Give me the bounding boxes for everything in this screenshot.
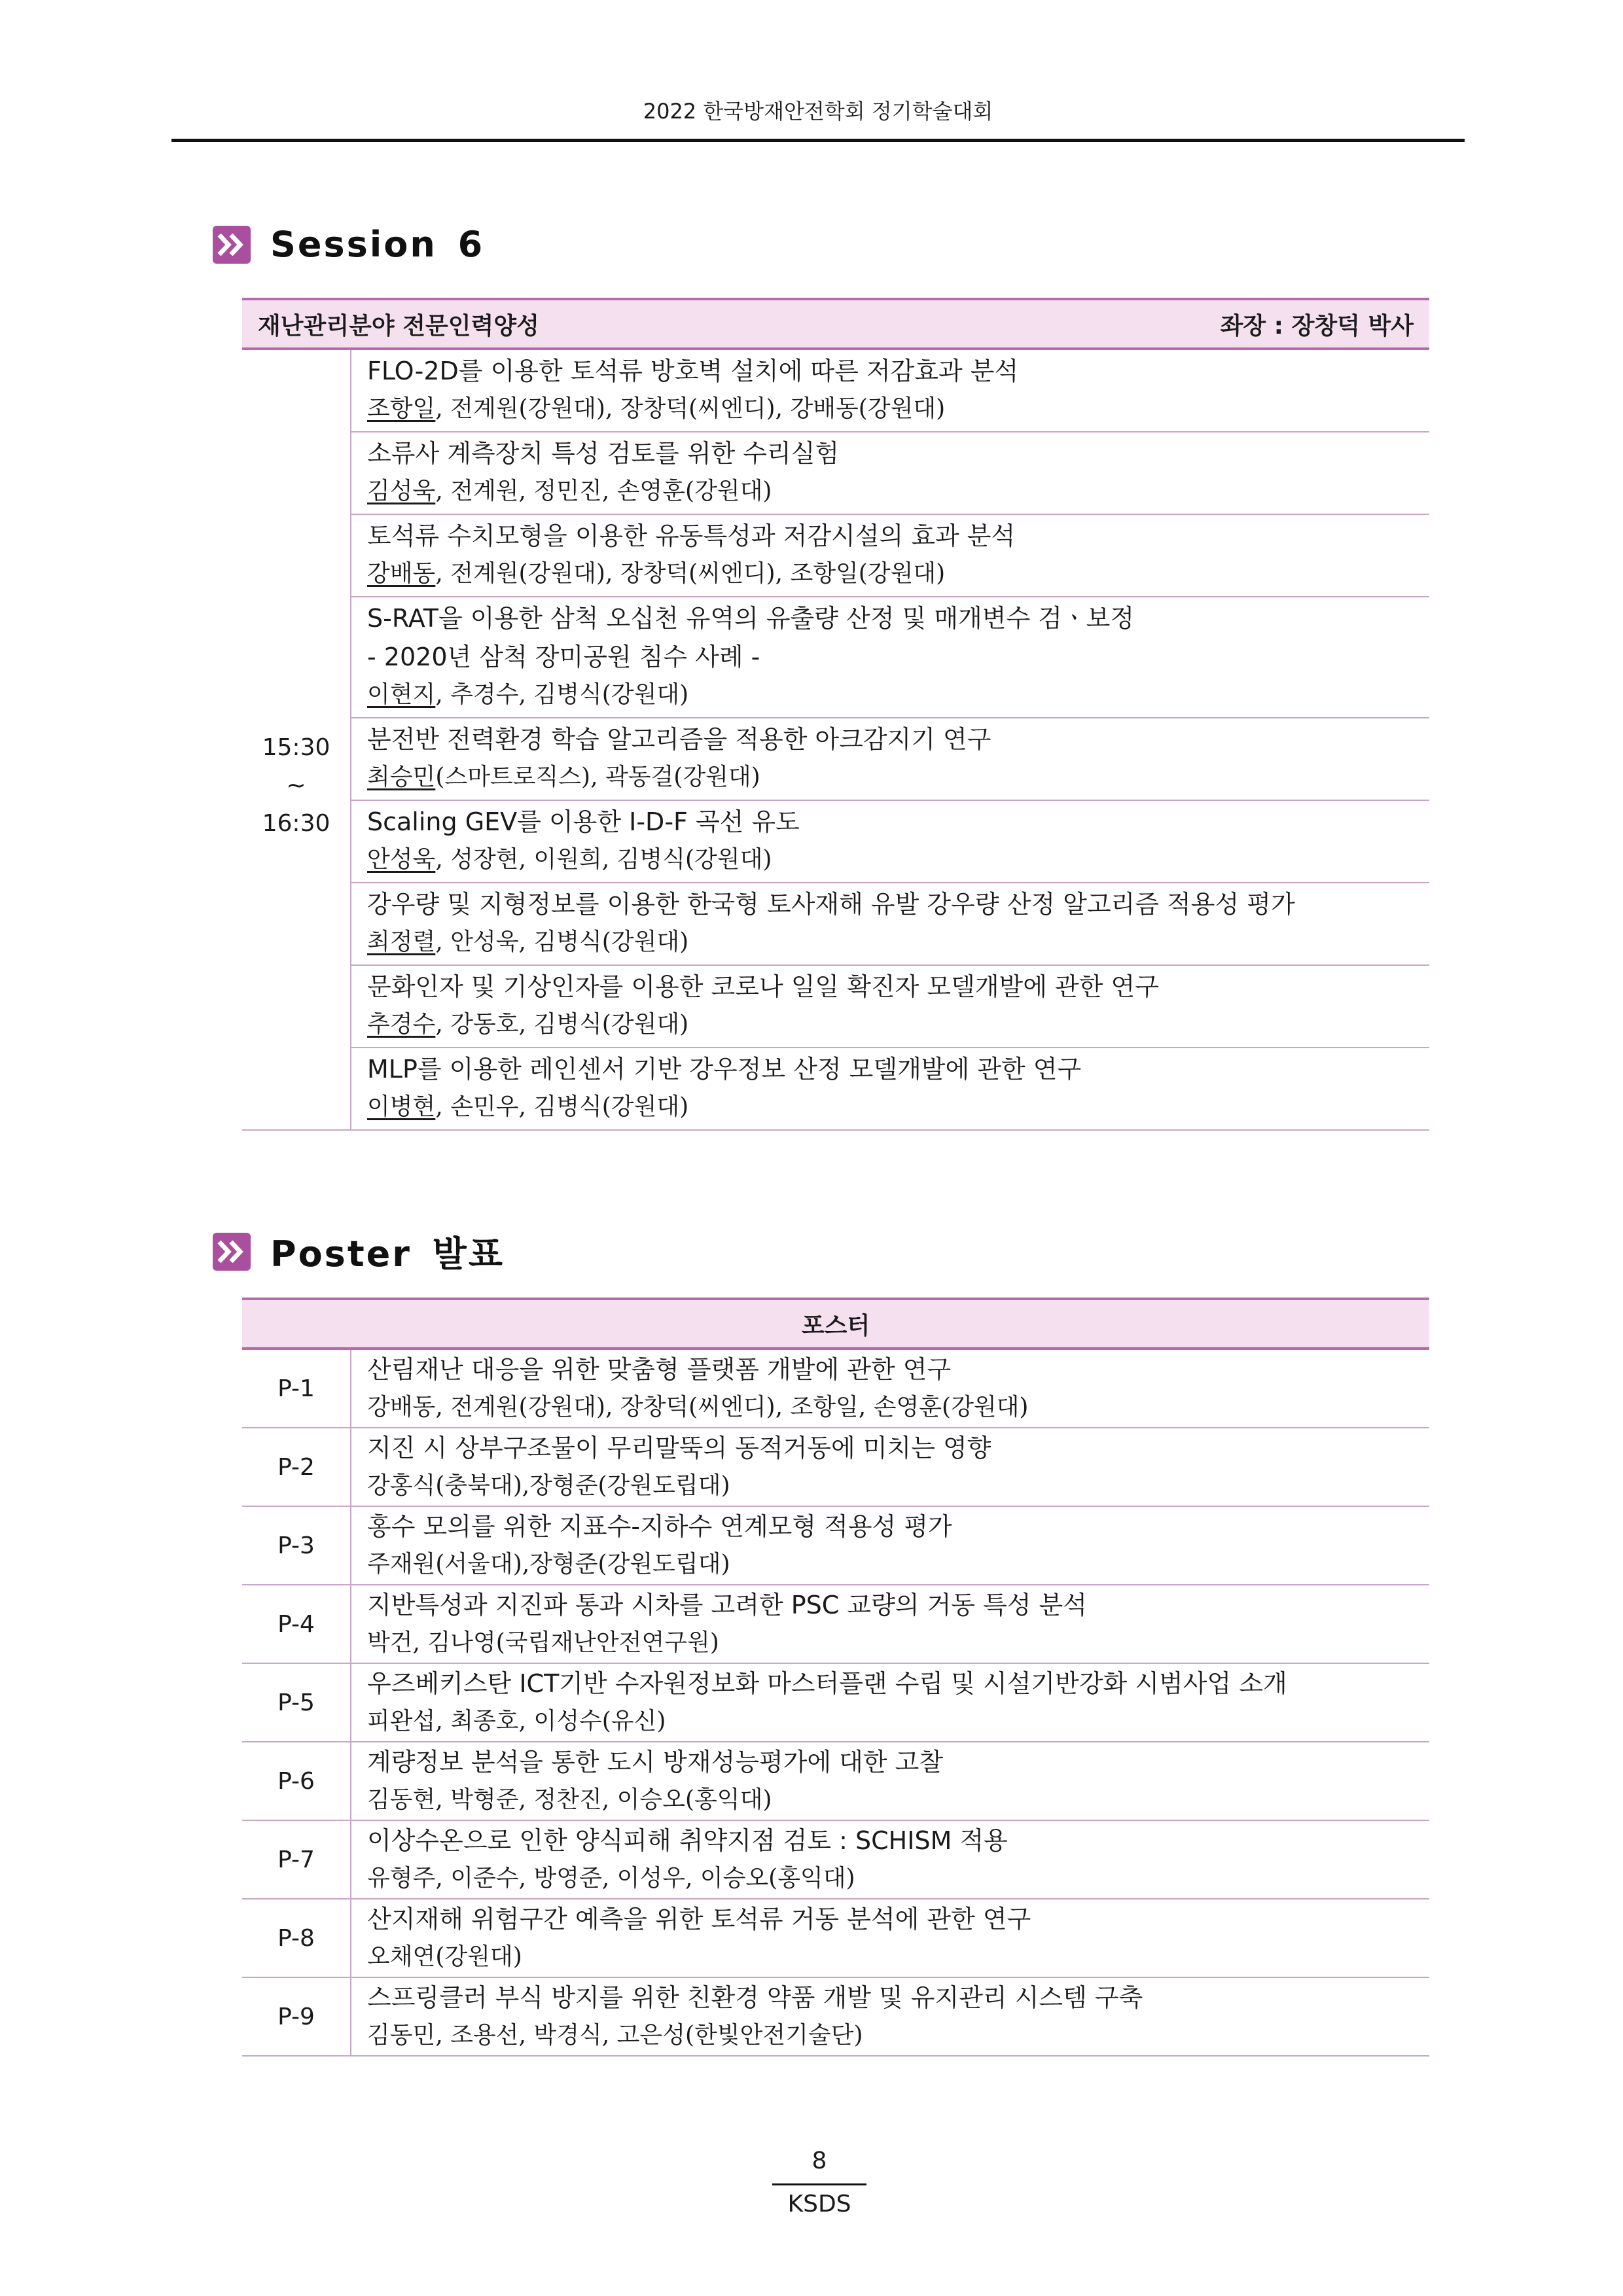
table-row [242,1977,1429,2056]
table-row [242,514,1429,597]
time-end: 16:30 [262,809,330,837]
presenter-name: 최정렬 [367,928,436,955]
paper-authors [367,1006,1429,1043]
presenter-name: 이병현 [367,1093,436,1120]
paper-item [351,597,1429,718]
paper-authors [367,556,1429,592]
coauthors: , 전계원(강원대), 장창덕(씨엔디), 강배동(강원대) [435,395,946,422]
table-row [242,1428,1429,1506]
table-row [242,1663,1429,1742]
paper-item [351,432,1429,514]
running-header: 2022 한국방재안전학회 정기학술대회 [643,99,993,124]
poster-code: P-1 [242,1349,351,1428]
poster-table [242,1298,1429,2057]
paper-title: S-RAT을 이용한 삼척 오십천 유역의 유출량 산정 및 매개변수 검ㆍ보정 [367,604,1135,633]
poster-item-authors: 유형주, 이준수, 방영준, 이성우, 이승오(홍익대) [367,1865,855,1892]
session6-table-header [242,299,1429,349]
session6-heading [213,224,484,265]
table-row [242,965,1429,1048]
poster-item-title: 계량정보 분석을 통한 도시 방재성능평가에 대한 고찰 [367,1748,944,1776]
presenter-name: 조항일 [367,395,436,422]
session6-table [242,298,1429,1131]
poster-item [351,1506,1429,1585]
coauthors: (스마트로직스), 곽동걸(강원대) [435,764,760,790]
coauthors: , 강동호, 김병식(강원대) [435,1011,689,1038]
coauthors: , 전계원(강원대), 장창덕(씨엔디), 조항일(강원대) [435,560,946,587]
footer-org: KSDS [787,2191,851,2217]
table-row [242,349,1429,432]
poster-item [351,1899,1429,1977]
poster-item [351,1742,1429,1820]
session6-topic: 재난관리분야 전문인력양성 [258,312,539,340]
coauthors: , 성장현, 이원희, 김병식(강원대) [435,846,772,873]
poster-item-authors: 피완섭, 최종호, 이성수(유신) [367,1708,666,1735]
time-separator: ~ [286,771,306,799]
paper-title: 문화인자 및 기상인자를 이용한 코로나 일일 확진자 모델개발에 관한 연구 [367,972,1159,1001]
paper-authors [367,1089,1429,1125]
double-chevron-icon [213,226,251,264]
presenter-name: 김성욱 [367,478,436,504]
coauthors: , 추경수, 김병식(강원대) [435,681,689,708]
footer-rule [772,2183,866,2185]
poster-item-authors: 박건, 김나영(국립재난안전연구원) [367,1629,719,1656]
poster-item-title: 이상수온으로 인한 양식피해 취약지점 검토 : SCHISM 적용 [367,1826,1008,1855]
presenter-name: 안성욱 [367,846,436,873]
session6-chair: 좌장 : 장창덕 박사 [1220,312,1414,340]
session6-title: Session 6 [270,224,485,265]
table-row [242,1048,1429,1130]
session6-time [242,349,351,1130]
poster-item-title: 지반특성과 지진파 통과 시차를 고려한 PSC 교량의 거동 특성 분석 [367,1591,1087,1619]
paper-authors [367,677,1429,713]
table-row [242,1742,1429,1820]
poster-heading [213,1226,505,1277]
table-row [242,883,1429,965]
poster-item [351,1663,1429,1742]
poster-item-authors: 김동민, 조용선, 박경식, 고은성(한빛안전기술단) [367,2022,863,2049]
paper-title: 강우량 및 지형정보를 이용한 한국형 토사재해 유발 강우량 산정 알고리즘 적용성 평가 [367,890,1295,919]
poster-item-title: 스프링클러 부식 방지를 위한 친환경 약품 개발 및 유지관리 시스템 구축 [367,1983,1143,2012]
coauthors: , 안성욱, 김병식(강원대) [435,928,689,955]
poster-item-authors: 김동현, 박형준, 정찬진, 이승오(홍익대) [367,1786,772,1813]
header-rule [171,139,1465,142]
poster-item-title: 산림재난 대응을 위한 맞춤형 플랫폼 개발에 관한 연구 [367,1355,952,1384]
presenter-name: 최승민 [367,764,436,790]
table-row [242,1820,1429,1899]
paper-title: 분전반 전력환경 학습 알고리즘을 적용한 아크감지기 연구 [367,725,991,754]
poster-code: P-4 [242,1585,351,1663]
poster-item [351,1585,1429,1663]
poster-code: P-8 [242,1899,351,1977]
paper-authors [367,841,1429,878]
coauthors: , 전계원, 정민진, 손영훈(강원대) [435,478,772,504]
paper-title: 토석류 수치모형을 이용한 유동특성과 저감시설의 효과 분석 [367,521,1016,550]
double-chevron-icon [213,1233,251,1271]
poster-item-title: 지진 시 상부구조물이 무리말뚝의 동적거동에 미치는 영향 [367,1434,991,1462]
poster-code: P-9 [242,1977,351,2056]
table-row [242,432,1429,514]
paper-item [351,965,1429,1048]
paper-title: FLO-2D를 이용한 토석류 방호벽 설치에 따른 저감효과 분석 [367,357,1019,385]
paper-title: Scaling GEV를 이용한 I-D-F 곡선 유도 [367,807,800,836]
table-row [242,1349,1429,1428]
poster-item-title: 홍수 모의를 위한 지표수-지하수 연계모형 적용성 평가 [367,1512,952,1541]
coauthors: , 손민우, 김병식(강원대) [435,1093,689,1120]
paper-item [351,514,1429,597]
poster-item-title: 산지재해 위험구간 예측을 위한 토석류 거동 분석에 관한 연구 [367,1905,1031,1934]
poster-table-header [242,1299,1429,1349]
table-row [242,1585,1429,1663]
presenter-name: 추경수 [367,1011,436,1038]
poster-code: P-2 [242,1428,351,1506]
table-row [242,718,1429,800]
paper-item [351,718,1429,800]
poster-item [351,1349,1429,1428]
time-start: 15:30 [262,733,330,761]
poster-code: P-5 [242,1663,351,1742]
table-row [242,1899,1429,1977]
poster-code: P-3 [242,1506,351,1585]
poster-title: Poster 발표 [270,1233,505,1275]
paper-authors [367,473,1429,510]
poster-code: P-7 [242,1820,351,1899]
page-number: 8 [812,2147,827,2174]
poster-item [351,1820,1429,1899]
presenter-name: 이현지 [367,681,436,708]
table-row [242,1506,1429,1585]
table-row [242,800,1429,883]
paper-item [351,349,1429,432]
poster-code: P-6 [242,1742,351,1820]
paper-item [351,1048,1429,1130]
poster-item-authors: 오채연(강원대) [367,1943,522,1970]
paper-item [351,883,1429,965]
paper-subtitle: - 2020년 삼척 장미공원 침수 사례 - [367,643,760,671]
poster-item [351,1428,1429,1506]
paper-title: MLP를 이용한 레인센서 기반 강우정보 산정 모델개발에 관한 연구 [367,1055,1082,1084]
presenter-name: 강배동 [367,560,436,587]
paper-title: 소류사 계측장치 특성 검토를 위한 수리실험 [367,439,840,468]
paper-authors [367,924,1429,961]
poster-item-authors: 강홍식(충북대),장형준(강원도립대) [367,1472,730,1499]
poster-item-authors: 주재원(서울대),장형준(강원도립대) [367,1551,730,1578]
poster-item [351,1977,1429,2056]
paper-authors [367,759,1429,796]
poster-item-authors: 강배동, 전계원(강원대), 장창덕(씨엔디), 조항일, 손영훈(강원대) [367,1394,1029,1421]
paper-item [351,800,1429,883]
paper-authors [367,391,1429,427]
poster-item-title: 우즈베키스탄 ICT기반 수자원정보화 마스터플랜 수립 및 시설기반강화 시범사업 소개 [367,1669,1287,1698]
poster-header-label: 포스터 [242,1299,1429,1349]
table-row [242,597,1429,718]
